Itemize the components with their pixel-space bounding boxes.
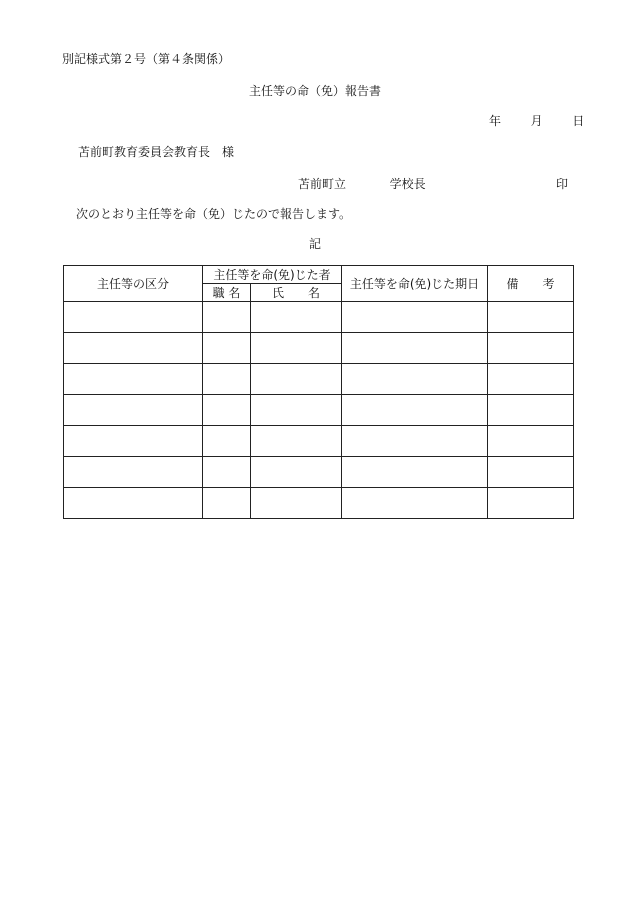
report-table: [63, 265, 574, 519]
table-row: [64, 364, 574, 395]
cell-period[interactable]: [342, 426, 488, 457]
cell-position[interactable]: [203, 457, 251, 488]
cell-name[interactable]: [251, 302, 342, 333]
cell-name[interactable]: [251, 488, 342, 519]
sender-town: 苫前町立: [298, 177, 347, 191]
cell-period[interactable]: [342, 333, 488, 364]
cell-remarks[interactable]: [488, 488, 574, 519]
cell-remarks[interactable]: [488, 333, 574, 364]
cell-remarks[interactable]: [488, 426, 574, 457]
cell-period[interactable]: [342, 302, 488, 333]
form-number: 別記様式第２号（第４条関係）: [62, 52, 231, 66]
seal-mark: 印: [556, 177, 569, 191]
header-name: 氏 名: [251, 284, 342, 302]
addressee: 苫前町教育委員会教育長 様: [78, 145, 235, 159]
cell-remarks[interactable]: [488, 395, 574, 426]
header-category: 主任等の区分: [64, 266, 203, 302]
cell-period[interactable]: [342, 457, 488, 488]
date-line: [489, 112, 584, 129]
cell-position[interactable]: [203, 364, 251, 395]
cell-period[interactable]: [342, 395, 488, 426]
cell-remarks[interactable]: [488, 364, 574, 395]
cell-name[interactable]: [251, 395, 342, 426]
document-title: 主任等の命（免）報告書: [248, 84, 381, 98]
cell-remarks[interactable]: [488, 457, 574, 488]
cell-name[interactable]: [251, 457, 342, 488]
table-row: [64, 488, 574, 519]
header-remarks: 備 考: [488, 266, 574, 302]
header-position: 職 名: [203, 284, 251, 302]
cell-category[interactable]: [64, 488, 203, 519]
cell-category[interactable]: [64, 457, 203, 488]
table-row: [64, 302, 574, 333]
body-text: 次のとおり主任等を命（免）じたので報告します。: [76, 207, 352, 221]
cell-remarks[interactable]: [488, 302, 574, 333]
cell-position[interactable]: [203, 395, 251, 426]
cell-position[interactable]: [203, 426, 251, 457]
cell-category[interactable]: [64, 302, 203, 333]
table-body: [64, 302, 574, 519]
cell-category[interactable]: [64, 395, 203, 426]
table-row: [64, 457, 574, 488]
cell-position[interactable]: [203, 488, 251, 519]
date-day: 日: [572, 114, 585, 128]
table-row: [64, 395, 574, 426]
sender-line: [298, 175, 569, 192]
sender-school: 学校長: [389, 177, 426, 191]
date-month: 月: [530, 114, 543, 128]
cell-category[interactable]: [64, 426, 203, 457]
cell-name[interactable]: [251, 364, 342, 395]
cell-period[interactable]: [342, 488, 488, 519]
cell-position[interactable]: [203, 333, 251, 364]
header-appointee: 主任等を命(免)じた者: [203, 266, 342, 284]
cell-name[interactable]: [251, 426, 342, 457]
cell-period[interactable]: [342, 364, 488, 395]
cell-name[interactable]: [251, 333, 342, 364]
table-row: [64, 426, 574, 457]
cell-category[interactable]: [64, 364, 203, 395]
header-period: 主任等を命(免)じた期日: [342, 266, 488, 302]
cell-category[interactable]: [64, 333, 203, 364]
ki-heading: 記: [308, 237, 321, 251]
cell-position[interactable]: [203, 302, 251, 333]
table-row: [64, 333, 574, 364]
date-year: 年: [489, 114, 502, 128]
